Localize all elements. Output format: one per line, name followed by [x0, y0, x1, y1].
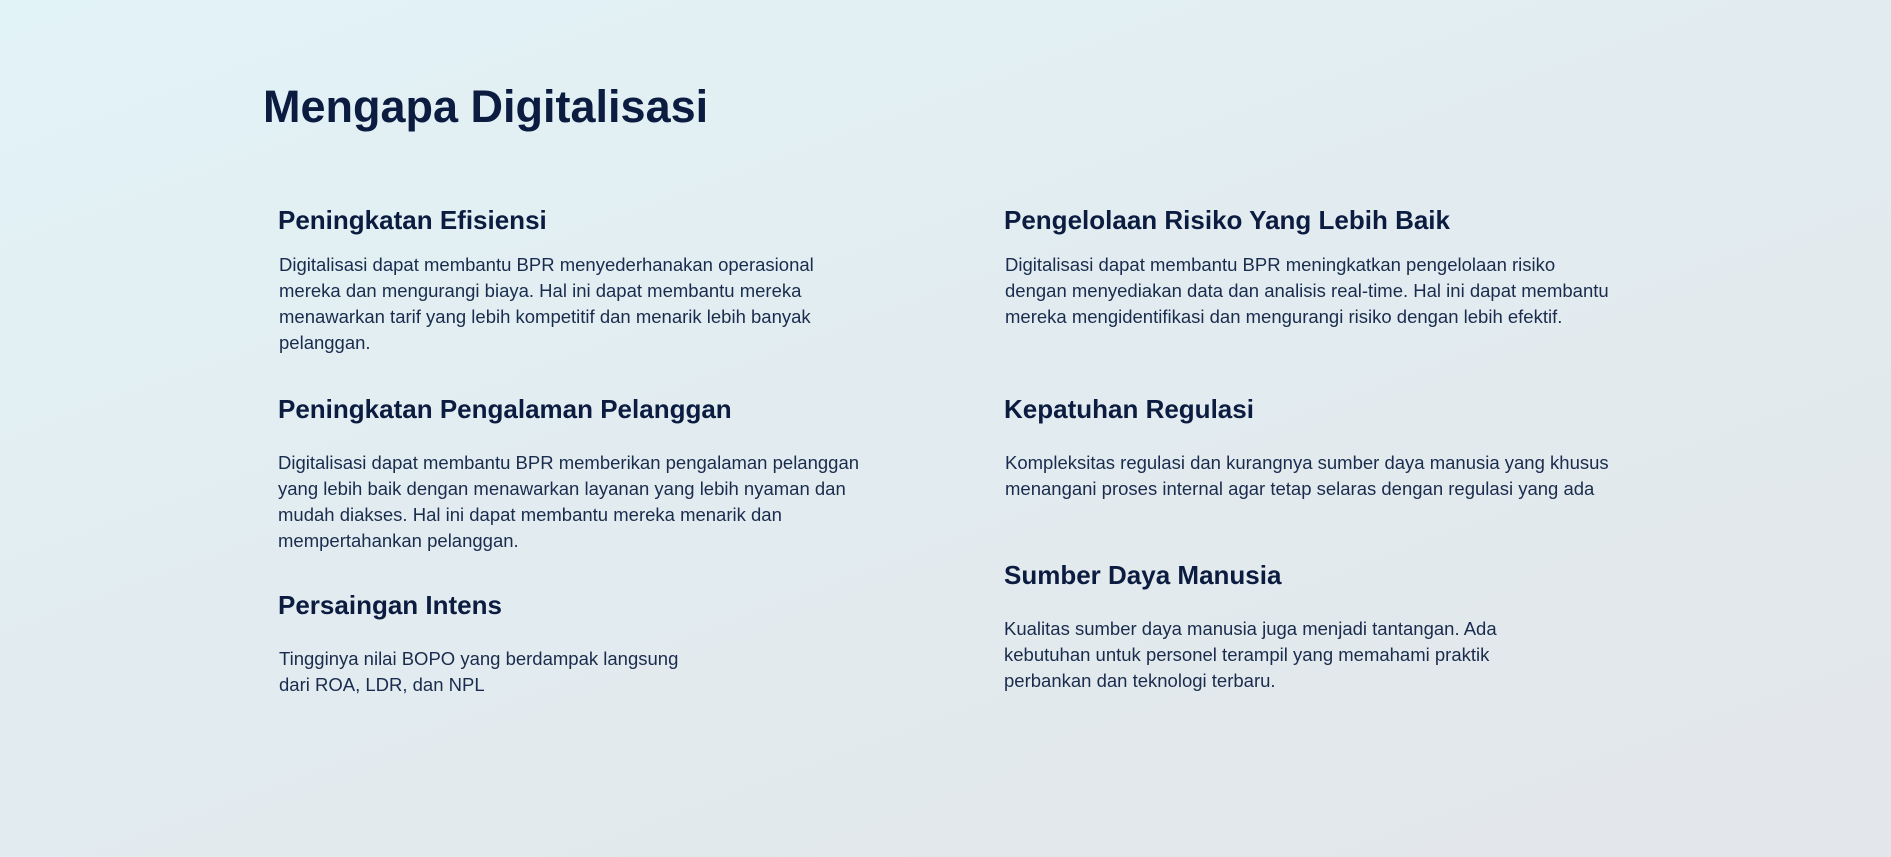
- section-pengelolaan-risiko: [1004, 205, 1609, 327]
- body-line: dari ROA, LDR, dan NPL: [279, 674, 485, 695]
- body-line: mereka dan mengurangi biaya. Hal ini dapat membantu mereka: [279, 280, 802, 301]
- section-heading: Kepatuhan Regulasi: [1004, 394, 1254, 424]
- body-line: mudah diakses. Hal ini dapat membantu mereka menarik dan: [278, 504, 782, 525]
- section-heading: Pengelolaan Risiko Yang Lebih Baik: [1004, 205, 1450, 235]
- section-heading: Peningkatan Efisiensi: [278, 205, 547, 235]
- body-line: menawarkan tarif yang lebih kompetitif dan menarik lebih banyak: [279, 306, 811, 327]
- body-line: Tingginya nilai BOPO yang berdampak langsung: [279, 648, 679, 669]
- body-line: perbankan dan teknologi terbaru.: [1004, 670, 1276, 691]
- body-line: Digitalisasi dapat membantu BPR memberikan pengalaman pelanggan: [278, 452, 860, 473]
- body-line: Digitalisasi dapat membantu BPR meningkatkan pengelolaan risiko: [1005, 254, 1556, 275]
- section-body: [279, 646, 919, 698]
- section-heading: Peningkatan Pengalaman Pelanggan: [278, 394, 732, 424]
- section-body: [1005, 450, 1665, 502]
- section-peningkatan-pengalaman-pelanggan: [278, 394, 860, 551]
- section-body: [1005, 252, 1665, 330]
- body-line: yang lebih baik dengan menawarkan layanan yang lebih nyaman dan: [278, 478, 846, 499]
- section-heading: Sumber Daya Manusia: [1004, 560, 1282, 590]
- section-sumber-daya-manusia: [1004, 560, 1497, 691]
- section-heading: Persaingan Intens: [278, 590, 502, 620]
- body-line: pelanggan.: [279, 332, 371, 353]
- section-peningkatan-efisiensi: [278, 205, 814, 353]
- section-kepatuhan-regulasi: [1004, 394, 1609, 499]
- body-line: dengan menyediakan data dan analisis real-time. Hal ini dapat membantu: [1005, 280, 1609, 301]
- section-body: [279, 252, 919, 356]
- body-line: Kompleksitas regulasi dan kurangnya sumber daya manusia yang khusus: [1005, 452, 1609, 473]
- page-title: Mengapa Digitalisasi: [263, 81, 709, 132]
- body-line: mereka mengidentifikasi dan mengurangi risiko dengan lebih efektif.: [1005, 306, 1563, 327]
- body-line: menangani proses internal agar tetap selaras dengan regulasi yang ada: [1005, 478, 1595, 499]
- section-persaingan-intens: [278, 590, 679, 695]
- section-body: [278, 450, 918, 554]
- body-line: mempertahankan pelanggan.: [278, 530, 519, 551]
- body-line: kebutuhan untuk personel terampil yang memahami praktik: [1004, 644, 1490, 665]
- body-line: Kualitas sumber daya manusia juga menjadi tantangan. Ada: [1004, 618, 1497, 639]
- body-line: Digitalisasi dapat membantu BPR menyederhanakan operasional: [279, 254, 814, 275]
- section-body: [1004, 616, 1664, 694]
